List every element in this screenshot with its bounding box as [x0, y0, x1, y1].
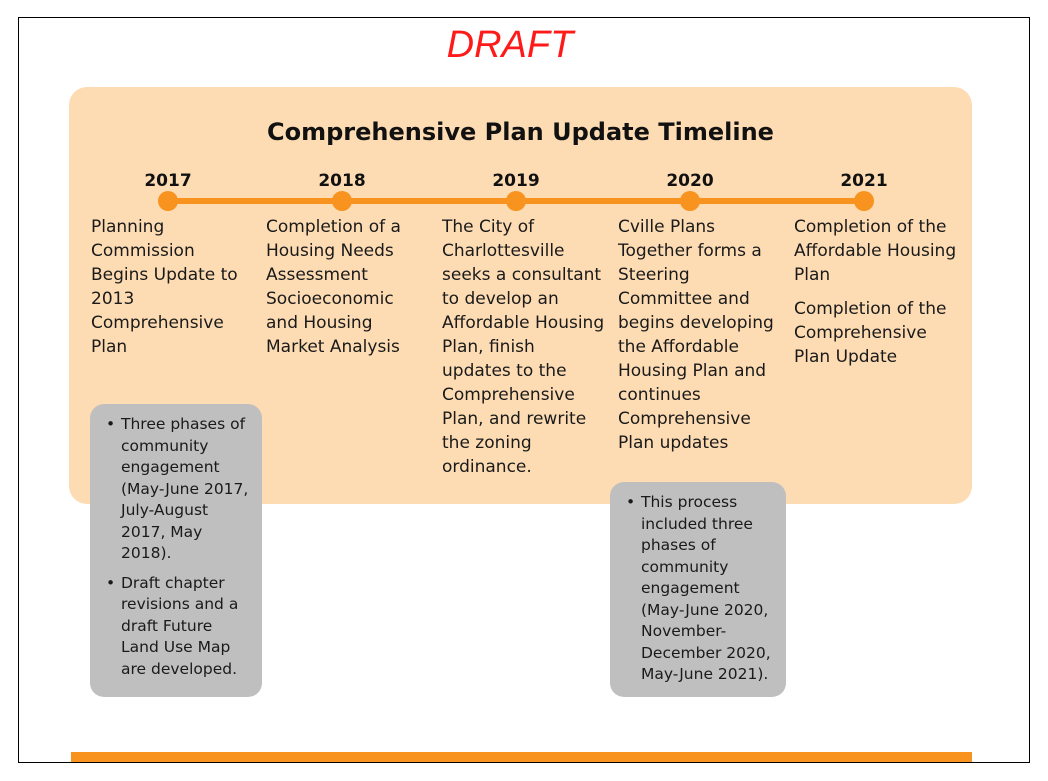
note-item: • Three phases of community engagement (May-June 2017, July-August 2017, May 2018). — [104, 414, 254, 565]
bottom-accent-bar — [71, 752, 972, 763]
milestone-text-2021 — [794, 215, 959, 379]
year-label-2021: 2021 — [840, 171, 888, 191]
milestone-paragraph: Planning Commission Begins Update to 2013 Comprehensive Plan — [91, 217, 238, 357]
slide — [18, 17, 1030, 763]
note-item: • This process included three phases of community engagement (May-June 2020, November-December 2020, May-June 2021). — [624, 492, 778, 686]
milestone-paragraph: Cville Plans Together forms a Steering Committee and begins developing the Affordable Housing Plan and continues Comprehensive Plan updates — [618, 217, 774, 453]
year-label-2018: 2018 — [318, 171, 366, 191]
milestone-paragraph: The City of Charlottesville seeks a consultant to develop an Affordable Housing Plan, finish updates to the Comprehensive Plan, and rewrite the zoning ordinance. — [442, 217, 605, 477]
timeline-dot-2018 — [332, 191, 352, 211]
milestone-text-2020 — [618, 215, 783, 465]
milestone-text-2018 — [266, 215, 416, 369]
note-box-2020 — [610, 482, 786, 697]
timeline-title: Comprehensive Plan Update Timeline — [267, 118, 774, 146]
year-label-2019: 2019 — [492, 171, 540, 191]
milestone-text-2017 — [91, 215, 241, 369]
year-label-2020: 2020 — [666, 171, 714, 191]
timeline-dot-2019 — [506, 191, 526, 211]
milestone-paragraph: Completion of a Housing Needs Assessment Socioeconomic and Housing Market Analysis — [266, 217, 401, 357]
timeline-dot-2017 — [158, 191, 178, 211]
note-list — [624, 492, 778, 686]
draft-watermark: DRAFT — [446, 24, 574, 66]
note-list — [104, 414, 254, 680]
timeline-dot-2020 — [680, 191, 700, 211]
note-item: • Draft chapter revisions and a draft Future Land Use Map are developed. — [104, 573, 254, 681]
year-label-2017: 2017 — [144, 171, 192, 191]
milestone-text-2019 — [442, 215, 607, 489]
milestone-paragraph: Completion of the Affordable Housing Plan — [794, 217, 957, 285]
note-box-2017 — [90, 404, 262, 697]
milestone-paragraph: Completion of the Comprehensive Plan Update — [794, 299, 947, 367]
timeline-dot-2021 — [854, 191, 874, 211]
